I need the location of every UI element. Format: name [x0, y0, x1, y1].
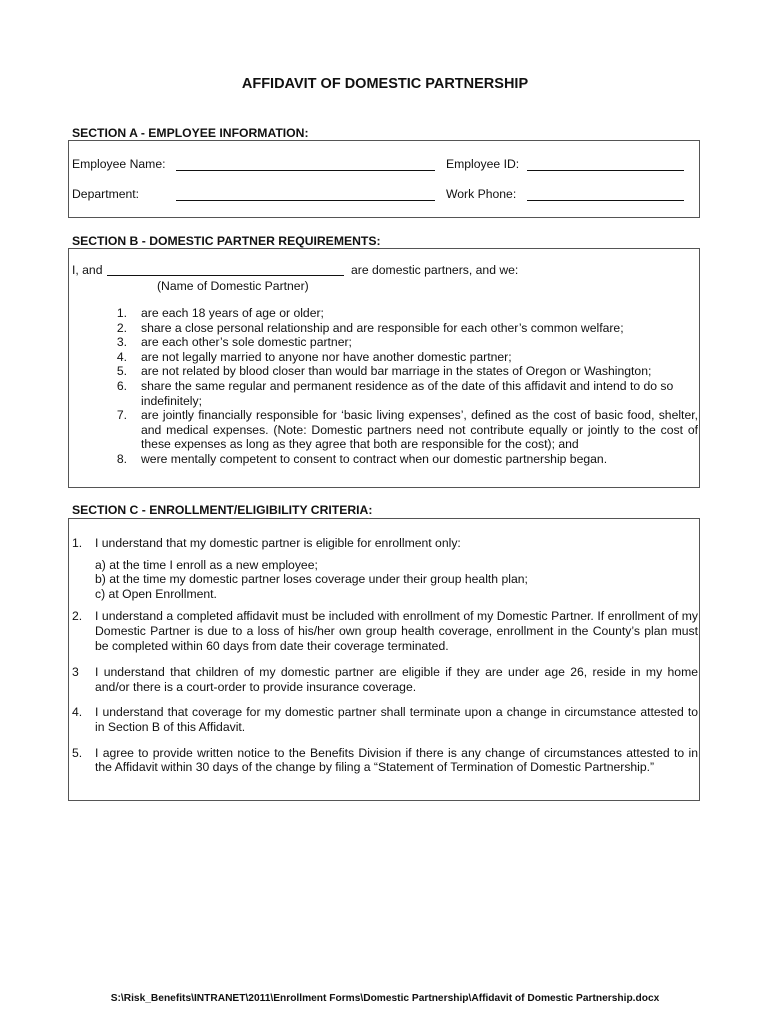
sub-item: b) at the time my domestic partner loses coverage under their group health plan; [95, 572, 528, 587]
list-number: 5. [116, 364, 127, 379]
list-item [72, 705, 698, 734]
list-text: share the same regular and permanent residence as of the date of this affidavit and intend to do so indefinitely; [141, 378, 674, 408]
list-item [107, 379, 698, 408]
section-c-heading: SECTION C - ENROLLMENT/ELIGIBILITY CRITERIA: [72, 503, 373, 517]
list-item [72, 746, 698, 775]
sub-item: c) at Open Enrollment. [95, 586, 217, 601]
list-number: 4. [72, 705, 83, 720]
list-text: I understand that children of my domestic partner are eligible if they are under age 26, reside in my home and/or there is a court-order to provide insurance coverage. [95, 665, 698, 694]
intro-prefix: I, and [72, 263, 103, 277]
page-title: AFFIDAVIT OF DOMESTIC PARTNERSHIP [241, 76, 529, 92]
list-number: 1. [72, 536, 83, 550]
work-phone-label: Work Phone: [446, 187, 517, 201]
employee-id-label: Employee ID: [446, 157, 520, 171]
list-item [107, 452, 698, 467]
list-item [107, 335, 698, 350]
list-number: 2. [72, 609, 83, 624]
requirements-list [107, 306, 698, 467]
list-text: I understand that coverage for my domestic partner shall terminate upon a change in circumstance attested to in Section B of this Affidavit. [95, 705, 698, 734]
department-label: Department: [72, 187, 140, 201]
list-text: I agree to provide written notice to the Benefits Division if there is any change of circumstances attested to in the Affidavit within 30 days of the change by filing a “Statement of Termination of Domestic Partnership.” [95, 745, 698, 775]
department-field[interactable] [176, 200, 435, 201]
list-text: were mentally competent to consent to contract when our domestic partnership began. [141, 451, 608, 466]
partner-caption: (Name of Domestic Partner) [157, 279, 309, 293]
employee-id-field[interactable] [527, 170, 684, 171]
sub-item: a) at the time I enroll as a new employee; [95, 557, 318, 572]
list-number: 7. [116, 408, 127, 423]
list-text: are not related by blood closer than would bar marriage in the states of Oregon or Washington; [141, 364, 652, 379]
domestic-partner-name-field[interactable] [107, 275, 344, 276]
list-text: are each 18 years of age or older; [141, 306, 324, 320]
work-phone-field[interactable] [527, 200, 684, 201]
list-number: 5. [72, 745, 83, 760]
list-text: I understand that my domestic partner is eligible for enrollment only: [95, 536, 461, 550]
list-item [107, 321, 698, 336]
list-text: are jointly financially responsible for ‘basic living expenses’, defined as the cost of basic food, shelter, and medical expenses. (Note: Domestic partners need not contribute equally or jointly to the cost of these expenses as long as they agree that both are responsible for the cost); and [141, 408, 698, 452]
list-item [107, 306, 698, 321]
list-item [72, 536, 698, 551]
list-item [72, 609, 698, 653]
section-b-heading: SECTION B - DOMESTIC PARTNER REQUIREMENTS: [72, 234, 381, 248]
sub-list [95, 558, 698, 602]
list-item [107, 350, 698, 365]
list-item [72, 665, 698, 694]
employee-name-field[interactable] [176, 170, 435, 171]
file-path-footer: S:\Risk_Benefits\INTRANET\2011\Enrollment Forms\Domestic Partnership\Affidavit of Domestic Partnership.docx [110, 993, 660, 1004]
section-a-box [68, 140, 700, 218]
list-text: share a close personal relationship and are responsible for each other’s common welfare; [141, 320, 624, 335]
list-text: I understand a completed affidavit must be included with enrollment of my Domestic Partner. If enrollment of my Domestic Partner is due to a loss of his/her own group health coverage, enrollment in the County’s plan must be completed within 60 days from date their coverage terminated. [95, 609, 698, 653]
section-a-heading: SECTION A - EMPLOYEE INFORMATION: [72, 126, 309, 140]
criteria-list [72, 536, 698, 775]
list-text: are not legally married to anyone nor have another domestic partner; [141, 349, 512, 364]
employee-name-label: Employee Name: [72, 157, 166, 171]
list-number: 8. [116, 451, 127, 466]
list-number: 3 [72, 665, 79, 680]
list-number: 2. [116, 320, 127, 335]
list-number: 4. [116, 349, 127, 364]
list-number: 3. [116, 335, 127, 350]
list-number: 1. [116, 306, 127, 320]
intro-suffix: are domestic partners, and we: [351, 263, 519, 277]
list-item [107, 364, 698, 379]
list-number: 6. [116, 378, 127, 393]
list-item [107, 408, 698, 452]
list-text: are each other’s sole domestic partner; [141, 335, 352, 350]
